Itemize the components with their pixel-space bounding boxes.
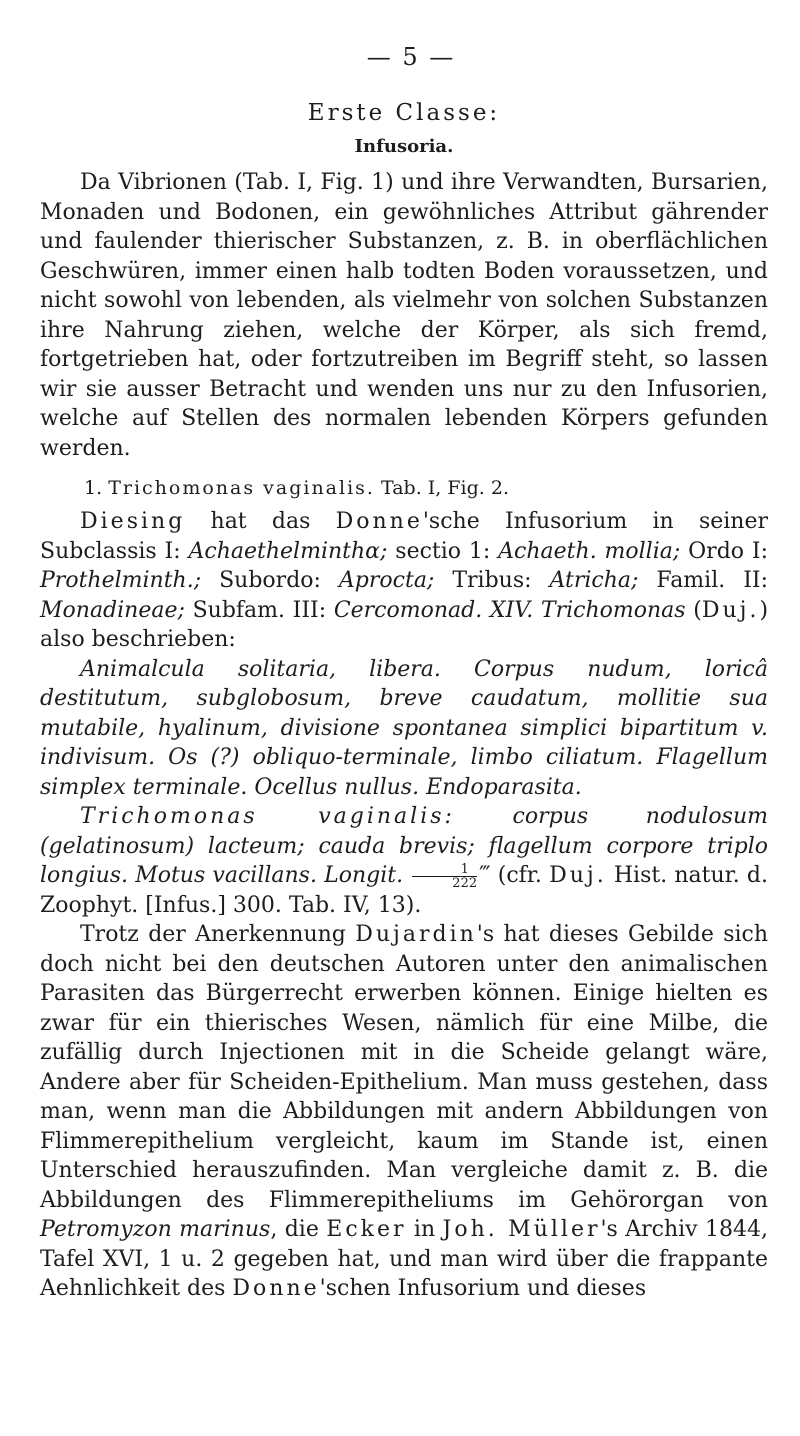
text-run: , die <box>270 1217 327 1242</box>
taxon-subclass: Achaethelminthα; <box>188 538 388 564</box>
taxon-genus: Cercomonad. XIV. Trichomonas <box>333 597 686 623</box>
author-donne: Donne <box>232 1276 320 1301</box>
author-duj: Duj. <box>701 597 760 623</box>
taxon-family: Monadineae; <box>40 597 185 623</box>
diesing-paragraph <box>40 507 768 655</box>
text-run: Ordo I: <box>680 538 768 564</box>
species-heading-number: 1. <box>84 477 103 499</box>
text-run: Trotz der Anerkennung <box>80 922 356 947</box>
page-number: — 5 — <box>366 43 456 71</box>
taxon-subordo: Aprocta; <box>338 568 435 593</box>
author-diesing: Diesing <box>80 509 186 534</box>
fraction-denominator: 222 <box>452 875 478 891</box>
section-title: Erste Classe: <box>307 100 501 126</box>
text-run: 's hat dieses Gebilde sich doch nicht bei den deutschen Autoren unter den animalischen Parasiten das Bürgerrecht erwerben können. Einige hielten es zwar für ein thierisches Wesen, nämlich für eine Milbe, die zufällig durch Injectionen mit in die Scheide gelangt wäre, Andere aber für Scheiden-Epithelium. Man muss gestehen, dass man, wenn man die Abbildungen mit andern Abbildungen von Flimmerepithelium vergleicht, kaum im Stande ist, einen Unterschied herauszufinden. Man vergleiche damit z. B. die Abbildungen des Flimmerepitheliums im Gehörorgan von <box>40 922 769 1213</box>
author-mueller: Joh. Müller <box>442 1217 601 1242</box>
text-run: (cfr. <box>490 863 550 888</box>
text-run: sectio 1: <box>387 538 499 564</box>
text-run: Tribus: <box>434 568 550 593</box>
section-subtitle: Infusoria. <box>354 136 454 157</box>
author-dujardin: Dujardin <box>355 922 477 947</box>
text-run: Hist. natur. d. Zoophyt. [Infus.] 300. Tab. IV, 13). <box>40 863 768 918</box>
text-run: 'sche Infusorium in seiner Subclassis I: <box>40 509 768 564</box>
author-ecker: Ecker <box>326 1217 407 1242</box>
text-run: Subordo: <box>201 568 339 593</box>
text-run: hat das <box>185 509 336 534</box>
text-run: in <box>406 1217 443 1242</box>
final-paragraph <box>40 920 768 1304</box>
species-heading-name: Trichomonas vaginalis. <box>108 477 375 499</box>
intro-paragraph: Da Vibrionen (Tab. I, Fig. 1) und ihre Verwandten, Bursarien, Monaden und Bodonen, ein gewöhnliches Attribut gährender und faulender thierischer Substanzen, z. B. in oberflächlichen Geschwüren, immer einen halb todten Boden voraussetzen, und nicht sowohl von lebenden, als vielmehr von solchen Substanzen ihre Nahrung ziehen, welche der Körper, als sich fremd, fortgetrieben hat, oder fortzutreiben im Begriff steht, so lassen wir sie ausser Betracht und wenden uns nur zu den Infusorien, welche auf Stellen des normalen lebenden Körpers gefunden werden. <box>40 170 768 461</box>
species-heading-ref: Tab. I, Fig. 2. <box>381 477 509 499</box>
length-fraction <box>412 863 477 890</box>
latin-description: Animalcula solitaria, libera. Corpus nudum, loricâ destitutum, subglobosum, breve caudatum, mollitie sua mutabile, hyalinum, divisione spontanea simplici bipartitum v. indivisum. Os (?) obliquo-terminale, limbo ciliatum. Flagellum simplex terminale. Ocellus nullus. Endoparasita. <box>40 656 768 800</box>
taxon-ordo: Prothelminth.; <box>40 568 202 593</box>
text-run: ( <box>685 597 702 623</box>
fraction-numerator: 1 <box>412 863 477 877</box>
text-run: 'schen Infusorium und dieses <box>319 1276 647 1301</box>
text-run: ) also beschrieben: <box>40 597 769 652</box>
text-run: Subfam. III: <box>184 597 334 623</box>
taxon-petromyzon: Petromyzon marinus <box>40 1217 271 1242</box>
author-donne: Donne <box>335 509 423 534</box>
species-name: Trichomonas vaginalis: <box>80 804 455 829</box>
taxon-section: Achaeth. mollia; <box>498 538 681 564</box>
author-duj: Duj. <box>549 863 607 888</box>
taxon-tribus: Atricha; <box>549 568 639 593</box>
length-unit: ‴ <box>479 863 491 888</box>
species-heading <box>84 475 768 501</box>
text-run: Famil. II: <box>638 568 769 593</box>
text-run: 's Archiv 1844, Tafel XVI, 1 u. 2 gegeben hat, und man wird über die frappante Aehnlichkeit des <box>40 1217 768 1301</box>
species-text: corpus nodulosum (gelatinosum) lacteum; cauda brevis; flagellum corpore triplo longius. Motus vacillans. Longit. <box>40 804 768 888</box>
species-description <box>40 802 768 920</box>
